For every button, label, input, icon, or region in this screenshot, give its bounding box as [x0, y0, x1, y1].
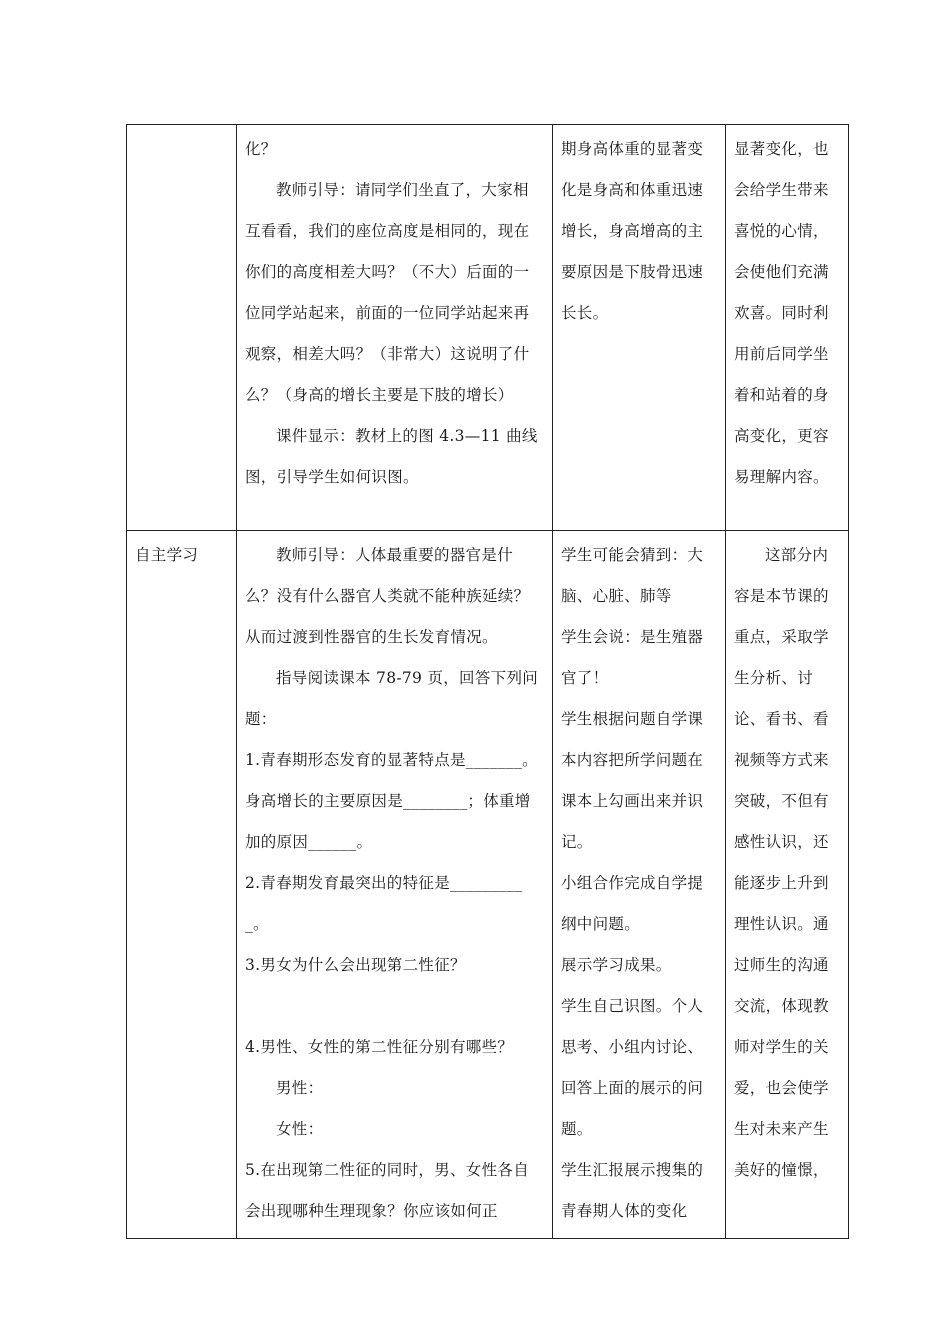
student-text: 学生自己识图。个人思考、小组内讨论、回答上面的展示的问题。 — [561, 997, 704, 1138]
stage-cell — [127, 531, 237, 1239]
question-5: 5.在出现第二性征的同时，男、女性各自会出现哪种生理现象？你应该如何正 — [245, 1161, 529, 1220]
student-text: 学生根据问题自学课本内容把所学问题在课本上勾画出来并识记。 — [561, 710, 704, 851]
table-row — [127, 125, 849, 531]
question-4: 4.男性、女性的第二性征分别有哪些？ — [245, 1038, 514, 1056]
design-text: 显著变化，也会给学生带来喜悦的心情，会使他们充满欢喜。同时利用前后同学坐着和站着的身高变化，更容易理解内容。 — [734, 140, 829, 486]
question-2: 2.青春期发育最突出的特征是__________。 — [245, 874, 523, 933]
male-answer-label: 男性： — [276, 1079, 324, 1097]
student-activity-cell — [553, 531, 726, 1239]
blank-line — [245, 986, 544, 1027]
teacher-activity-cell — [237, 125, 553, 531]
female-answer-label: 女性： — [276, 1120, 324, 1138]
student-text: 期身高体重的显著变化是身高和体重迅速增长，身高增高的主要原因是下肢骨迅速长长。 — [561, 140, 704, 322]
design-intent-cell — [726, 125, 849, 531]
student-text: 学生可能会猜到：大脑、心脏、肺等 — [561, 546, 704, 605]
teacher-text: 化？ — [245, 140, 277, 158]
teacher-text: 从而过渡到性器官的生长发育情况。 — [245, 628, 498, 646]
stage-label: 自主学习 — [135, 546, 199, 564]
lesson-plan-table — [126, 124, 849, 1239]
student-text: 小组合作完成自学提纲中问题。 — [561, 874, 704, 933]
teacher-activity-cell — [237, 531, 553, 1239]
stage-cell — [127, 125, 237, 531]
teacher-text: 教师引导：请同学们坐直了，大家相互看看，我们的座位高度是相同的，现在你们的高度相差大吗？（不大）后面的一位同学站起来，前面的一位同学站起来再观察，相差大吗？（非常大）这说明了什么？（身高的增长主要是下肢的增长） — [245, 181, 530, 404]
table-row — [127, 531, 849, 1239]
student-activity-cell — [553, 125, 726, 531]
question-1: 1.青春期形态发育的显著特点是_______。身高增长的主要原因是________；体重增加的原因______。 — [245, 751, 538, 851]
question-3: 3.男女为什么会出现第二性征？ — [245, 956, 466, 974]
design-text: 这部分内容是本节课的重点，采取学生分析、讨论、看书、看视频等方式来突破，不但有感性认识，还能逐步上升到理性认识。通过师生的沟通交流，体现教师对学生的关爱，也会使学生对未来产生美好的憧憬， — [734, 546, 829, 1179]
teacher-text: 教师引导：人体最重要的器官是什么？没有什么器官人类就不能种族延续？ — [245, 546, 530, 605]
student-text: 学生会说：是生殖器官了！ — [561, 628, 704, 687]
teacher-text: 指导阅读课本 78-79 页，回答下列问题： — [245, 669, 539, 728]
student-text: 学生汇报展示搜集的青春期人体的变化 — [561, 1161, 704, 1220]
student-text: 展示学习成果。 — [561, 956, 672, 974]
design-intent-cell — [726, 531, 849, 1239]
teacher-text: 课件显示：教材上的图 4.3—11 曲线图，引导学生如何识图。 — [245, 427, 538, 486]
